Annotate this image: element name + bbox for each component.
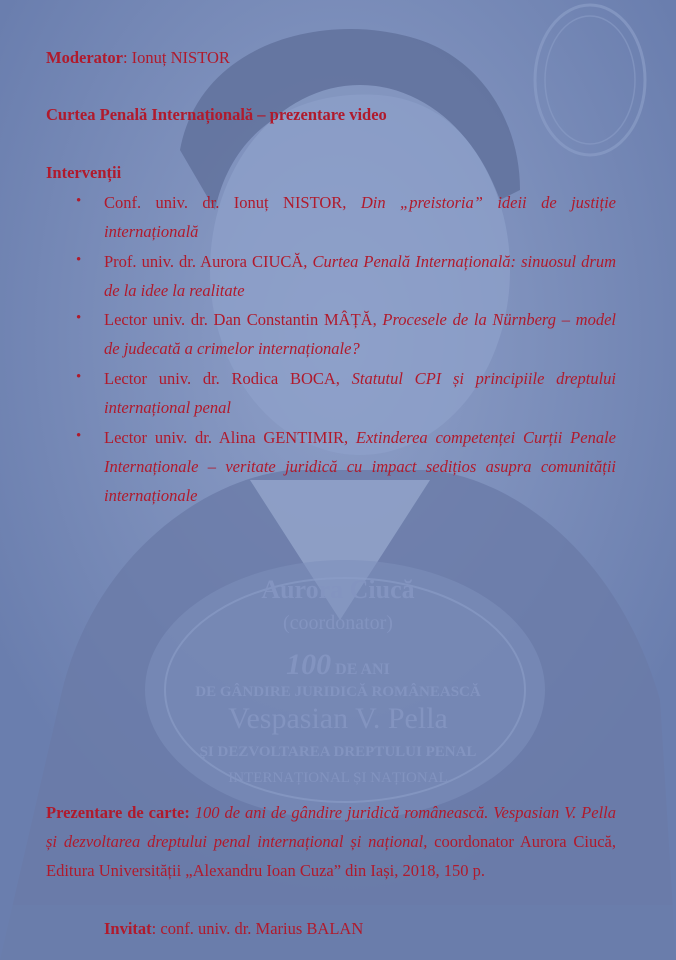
intervention-speaker: Conf. univ. dr. Ionuț NISTOR, [104, 193, 361, 212]
intervention-speaker: Lector univ. dr. Rodica BOCA, [104, 369, 352, 388]
guest-name: : conf. univ. dr. Marius BALAN [151, 919, 364, 938]
intervention-title: Procesele de la Nürnberg – model de judecată a crimelor internaționale? [104, 310, 616, 358]
cover-line1: DE ANI [335, 661, 390, 678]
bullet-icon: • [76, 252, 82, 268]
intervention-item [104, 247, 616, 305]
intervention-title: Extinderea competenței Curții Penale Internaționale – veritate juridică cu impact sedițios asupra comunității internaționale [104, 428, 616, 505]
intervention-title: Curtea Penală Internațională: sinuosul drum de la idee la realitate [104, 252, 616, 300]
intervention-item [104, 423, 616, 510]
cover-name: Vespasian V. Pella [228, 702, 448, 735]
intervention-title: Statutul CPI și principiile dreptului internațional penal [104, 369, 617, 417]
guest-label: Invitat [104, 919, 152, 938]
intervention-title: Din „preistoria” ideii de justiție internațională [104, 193, 616, 241]
guest-line [104, 918, 363, 940]
book-title: 100 de ani de gândire juridică românească. Vespasian V. Pella și dezvoltarea dreptului penal internațional și național [46, 803, 616, 851]
book-presentation [46, 798, 616, 885]
bullet-icon: • [76, 369, 82, 385]
book-sep: : [184, 803, 195, 822]
moderator-name: : Ionuț NISTOR [122, 48, 230, 67]
intervention-item [104, 305, 616, 363]
bullet-icon: • [76, 193, 82, 209]
moderator-line [46, 47, 230, 69]
intervention-speaker: Lector univ. dr. Dan Constantin MÂȚĂ, [104, 310, 383, 329]
cover-number: 100 [286, 648, 332, 681]
intervention-speaker: Prof. univ. dr. Aurora CIUCĂ, [104, 252, 313, 271]
cover-role: (coordonator) [283, 612, 393, 634]
bullet-icon: • [76, 310, 82, 326]
cover-line2: DE GÂNDIRE JURIDICĂ ROMÂNEASCĂ [195, 684, 481, 700]
intervention-item [104, 364, 616, 422]
cover-author: Aurora Ciucă [261, 575, 415, 604]
moderator-label: Moderator [46, 48, 123, 67]
book-label: Prezentare de carte [46, 803, 185, 822]
cover-line4: INTERNAȚIONAL ȘI NAȚIONAL [228, 770, 448, 786]
bullet-icon: • [76, 428, 82, 444]
intervention-speaker: Lector univ. dr. Alina GENTIMIR, [104, 428, 356, 447]
intervention-item [104, 188, 616, 246]
book-details: , coordonator Aurora Ciucă, Editura Universității „Alexandru Ioan Cuza” din Iași, 2018, 150 p. [46, 832, 617, 880]
session-title: Curtea Penală Internațională – prezentare video [46, 105, 387, 124]
cover-line3: ȘI DEZVOLTAREA DREPTULUI PENAL [199, 744, 477, 760]
interventions-heading: Intervenții [46, 163, 122, 182]
